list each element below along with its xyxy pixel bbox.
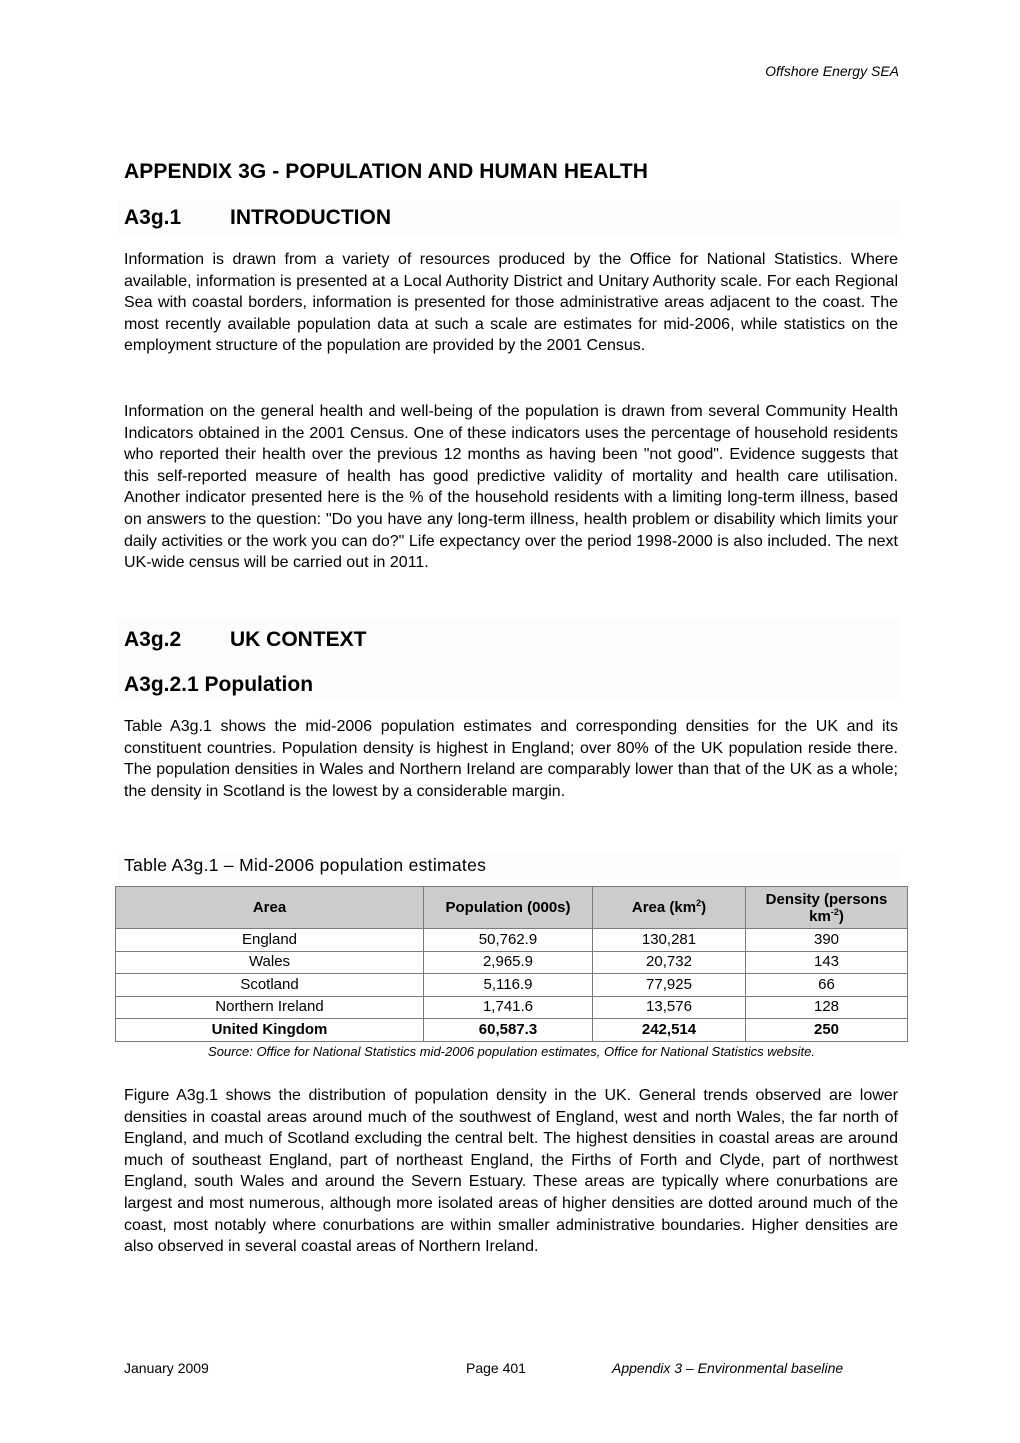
cell-density: 143: [746, 951, 908, 974]
cell-population: 50,762.9: [424, 929, 593, 952]
cell-area-km2: 242,514: [593, 1019, 746, 1042]
column-header-population: Population (000s): [424, 887, 593, 929]
section-number: A3g.1: [124, 206, 182, 229]
cell-population: 1,741.6: [424, 996, 593, 1019]
population-table: [115, 886, 908, 1042]
intro-paragraph-2: Information on the general health and well-being of the population is drawn from several Community Health Indicators obtained in the 2001 Census. One of these indicators uses the percentage of household residents who reported their health over the previous 12 months as having been "not good". Evidence suggests that this self-reported measure of health has good predictive validity of mortality and health care utilisation. Another indicator presented here is the % of the household residents with a limiting long-term illness, based on answers to the question: "Do you have any long-term illness, health problem or disability which limits your daily activities or the work you can do?" Life expectancy over the period 1998-2000 is also included. The next UK-wide census will be carried out in 2011.: [124, 403, 898, 572]
column-header-area: Area: [116, 887, 424, 929]
cell-area: Wales: [116, 951, 424, 974]
table-row: [116, 996, 908, 1019]
section-heading-introduction: [124, 206, 391, 230]
column-header-area-km2: [593, 887, 746, 929]
table-row: [116, 974, 908, 997]
section-heading-uk-context: [124, 628, 367, 652]
cell-area: Scotland: [116, 974, 424, 997]
cell-population: 5,116.9: [424, 974, 593, 997]
cell-population: 2,965.9: [424, 951, 593, 974]
header-superscript: -2: [830, 906, 839, 917]
cell-population: 60,587.3: [424, 1019, 593, 1042]
population-paragraph-2: Figure A3g.1 shows the distribution of population density in the UK. General trends observed are lower densities in coastal areas around much of the southwest of England, west and north Wales, the far north of England, and much of Scotland excluding the central belt. The highest densities in coastal areas are around much of southeast England, part of northeast England, the Firths of Forth and Clyde, part of northwest England, south Wales and around the Severn Estuary. These areas are typically where conurbations are largest and most numerous, although more isolated areas of higher densities are dotted around much of the coast, most notably where conurbations are within smaller administrative boundaries. Higher densities are also observed in several coastal areas of Northern Ireland.: [124, 1087, 898, 1256]
population-paragraph-1: Table A3g.1 shows the mid-2006 population estimates and corresponding densities for the UK and its constituent countries. Population density is highest in England; over 80% of the UK population reside there. The population densities in Wales and Northern Ireland are comparably lower than that of the UK as a whole; the density in Scotland is the lowest by a considerable margin.: [124, 718, 898, 800]
cell-area: England: [116, 929, 424, 952]
table-source-note: Source: Office for National Statistics mid-2006 population estimates, Office for National Statistics website.: [208, 1044, 815, 1059]
header-text: km: [809, 907, 831, 925]
footer-date: January 2009: [124, 1360, 209, 1376]
cell-area-km2: 20,732: [593, 951, 746, 974]
section-title: UK CONTEXT: [230, 628, 367, 651]
cell-area: Northern Ireland: [116, 996, 424, 1019]
section-number: A3g.2: [124, 628, 182, 651]
header-text: Density (persons: [765, 890, 888, 908]
section-title: INTRODUCTION: [230, 206, 391, 229]
table-total-row: [116, 1019, 908, 1042]
cell-area: United Kingdom: [116, 1019, 424, 1042]
header-text: ): [838, 907, 844, 925]
cell-area-km2: 13,576: [593, 996, 746, 1019]
table-header-row: [116, 887, 908, 929]
cell-density: 128: [746, 996, 908, 1019]
subsection-heading-population: A3g.2.1 Population: [124, 673, 314, 696]
header-text: Area (km: [631, 899, 697, 916]
cell-density: 390: [746, 929, 908, 952]
header-text: ): [701, 899, 707, 916]
cell-area-km2: 130,281: [593, 929, 746, 952]
intro-paragraph-1: Information is drawn from a variety of resources produced by the Office for National Statistics. Where available, information is presented at a Local Authority District and Unitary Authority scale. For each Regional Sea with coastal borders, information is presented for those administrative areas adjacent to the coast. The most recently available population data at such a scale are estimates for mid-2006, while statistics on the employment structure of the population are provided by the 2001 Census.: [124, 251, 898, 355]
table-row: [116, 929, 908, 952]
table-row: [116, 951, 908, 974]
cell-density: 250: [746, 1019, 908, 1042]
footer-page-number: Page 401: [466, 1360, 526, 1376]
running-header: Offshore Energy SEA: [765, 63, 899, 79]
footer-section: Appendix 3 – Environmental baseline: [612, 1360, 844, 1376]
cell-area-km2: 77,925: [593, 974, 746, 997]
appendix-title: APPENDIX 3G - POPULATION AND HUMAN HEALTH: [124, 160, 649, 183]
table-caption: Table A3g.1 – Mid-2006 population estimates: [124, 855, 487, 875]
cell-density: 66: [746, 974, 908, 997]
header-superscript: 2: [696, 898, 702, 908]
column-header-density: [746, 887, 908, 929]
